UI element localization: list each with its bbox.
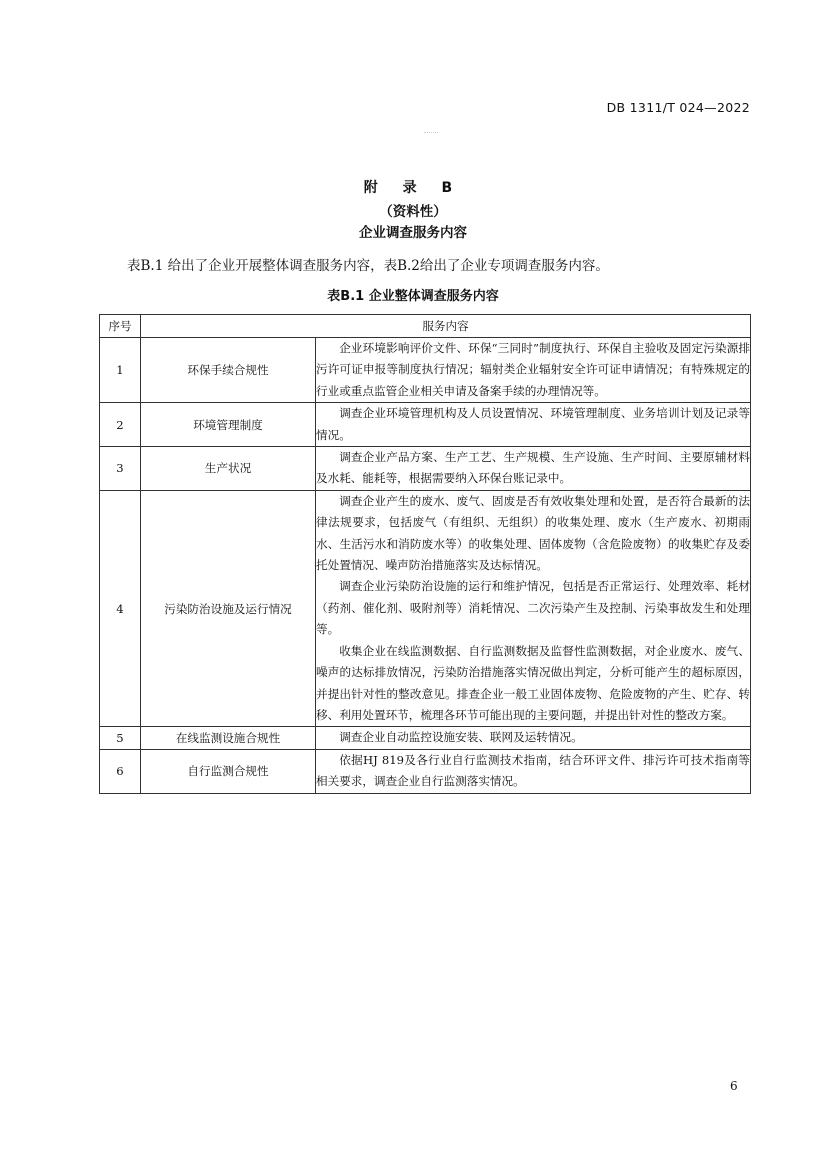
appendix-title: 附 录 B bbox=[363, 180, 463, 196]
service-content-table bbox=[99, 314, 751, 794]
row-content bbox=[316, 490, 751, 726]
table-body bbox=[100, 338, 751, 794]
content-paragraph: 调查企业产品方案、生产工艺、生产规模、生产设施、生产时间、主要原辅材料及水耗、能耗等，根据需要纳入环保台账记录中。 bbox=[316, 450, 751, 486]
document-id: DB 1311/T 024—2022 bbox=[606, 100, 750, 115]
table-row bbox=[100, 403, 751, 447]
row-item-name: 环境管理制度 bbox=[141, 403, 316, 447]
page-number: 6 bbox=[730, 1079, 738, 1093]
row-item-name: 在线监测设施合规性 bbox=[141, 727, 316, 749]
content-paragraph: 企业环境影响评价文件、环保“三同时”制度执行、环保自主验收及固定污染源排污许可证申报等制度执行情况；辐射类企业辐射安全许可证申请情况；有特殊规定的行业或重点监管企业相关申请及备案手续的办理情况等。 bbox=[316, 341, 751, 398]
content-paragraph: 调查企业环境管理机构及人员设置情况、环境管理制度、业务培训计划及记录等情况。 bbox=[316, 406, 751, 442]
decorative-dots bbox=[424, 132, 438, 135]
table-row bbox=[100, 338, 751, 403]
row-item-name: 环保手续合规性 bbox=[141, 338, 316, 403]
table-row bbox=[100, 749, 751, 793]
row-content bbox=[316, 727, 751, 749]
table-header-row bbox=[100, 315, 751, 338]
table-caption: 表B.1 企业整体调查服务内容 bbox=[327, 289, 499, 304]
table-row bbox=[100, 727, 751, 749]
content-paragraph: 调查企业产生的废水、废气、固废是否有效收集处理和处置，是否符合最新的法律法规要求，包括废气（有组织、无组织）的收集处理、废水（生产废水、初期雨水、生活污水和消防废水等）的收集处理、固体废物（含危险废物）的收集贮存及委托处置情况、噪声防治措施落实及达标情况。 bbox=[316, 493, 751, 573]
row-serial: 3 bbox=[100, 447, 141, 491]
row-serial: 2 bbox=[100, 403, 141, 447]
row-serial: 5 bbox=[100, 727, 141, 749]
row-item-name: 污染防治设施及运行情况 bbox=[141, 490, 316, 726]
content-paragraph: 收集企业在线监测数据、自行监测数据及监督性监测数据，对企业废水、废气、噪声的达标排放情况，污染防治措施落实情况做出判定，分析可能产生的超标原因，并提出针对性的整改意见。排查企业一般工业固体废物、危险废物的产生、贮存、转移、利用处置环节，梳理各环节可能出现的主要问题，并提出针对性的整改方案。 bbox=[316, 643, 751, 722]
table-row bbox=[100, 447, 751, 491]
row-content bbox=[316, 447, 751, 491]
content-paragraph: 调查企业自动监控设施安装、联网及运转情况。 bbox=[339, 730, 583, 745]
row-serial: 6 bbox=[100, 749, 141, 793]
row-content bbox=[316, 403, 751, 447]
appendix-type: （资料性） bbox=[379, 204, 447, 220]
content-paragraph: 依据HJ 819及各行业自行监测技术指南，结合环评文件、排污许可技术指南等相关要求，调查企业自行监测落实情况。 bbox=[316, 752, 751, 789]
header-service-content: 服务内容 bbox=[141, 315, 751, 338]
row-serial: 4 bbox=[100, 490, 141, 726]
content-paragraph: 调查企业污染防治设施的运行和维护情况，包括是否正常运行、处理效率、耗材（药剂、催化剂、吸附剂等）消耗情况、二次污染产生及控制、污染事故发生和处理等。 bbox=[316, 579, 751, 637]
intro-paragraph: 表B.1 给出了企业开展整体调查服务内容，表B.2给出了企业专项调查服务内容。 bbox=[127, 258, 609, 274]
row-content bbox=[316, 749, 751, 793]
row-item-name: 生产状况 bbox=[141, 447, 316, 491]
appendix-heading: 企业调查服务内容 bbox=[359, 225, 467, 241]
table-row bbox=[100, 490, 751, 726]
row-content bbox=[316, 338, 751, 403]
header-serial: 序号 bbox=[100, 315, 141, 338]
row-serial: 1 bbox=[100, 338, 141, 403]
row-item-name: 自行监测合规性 bbox=[141, 749, 316, 793]
